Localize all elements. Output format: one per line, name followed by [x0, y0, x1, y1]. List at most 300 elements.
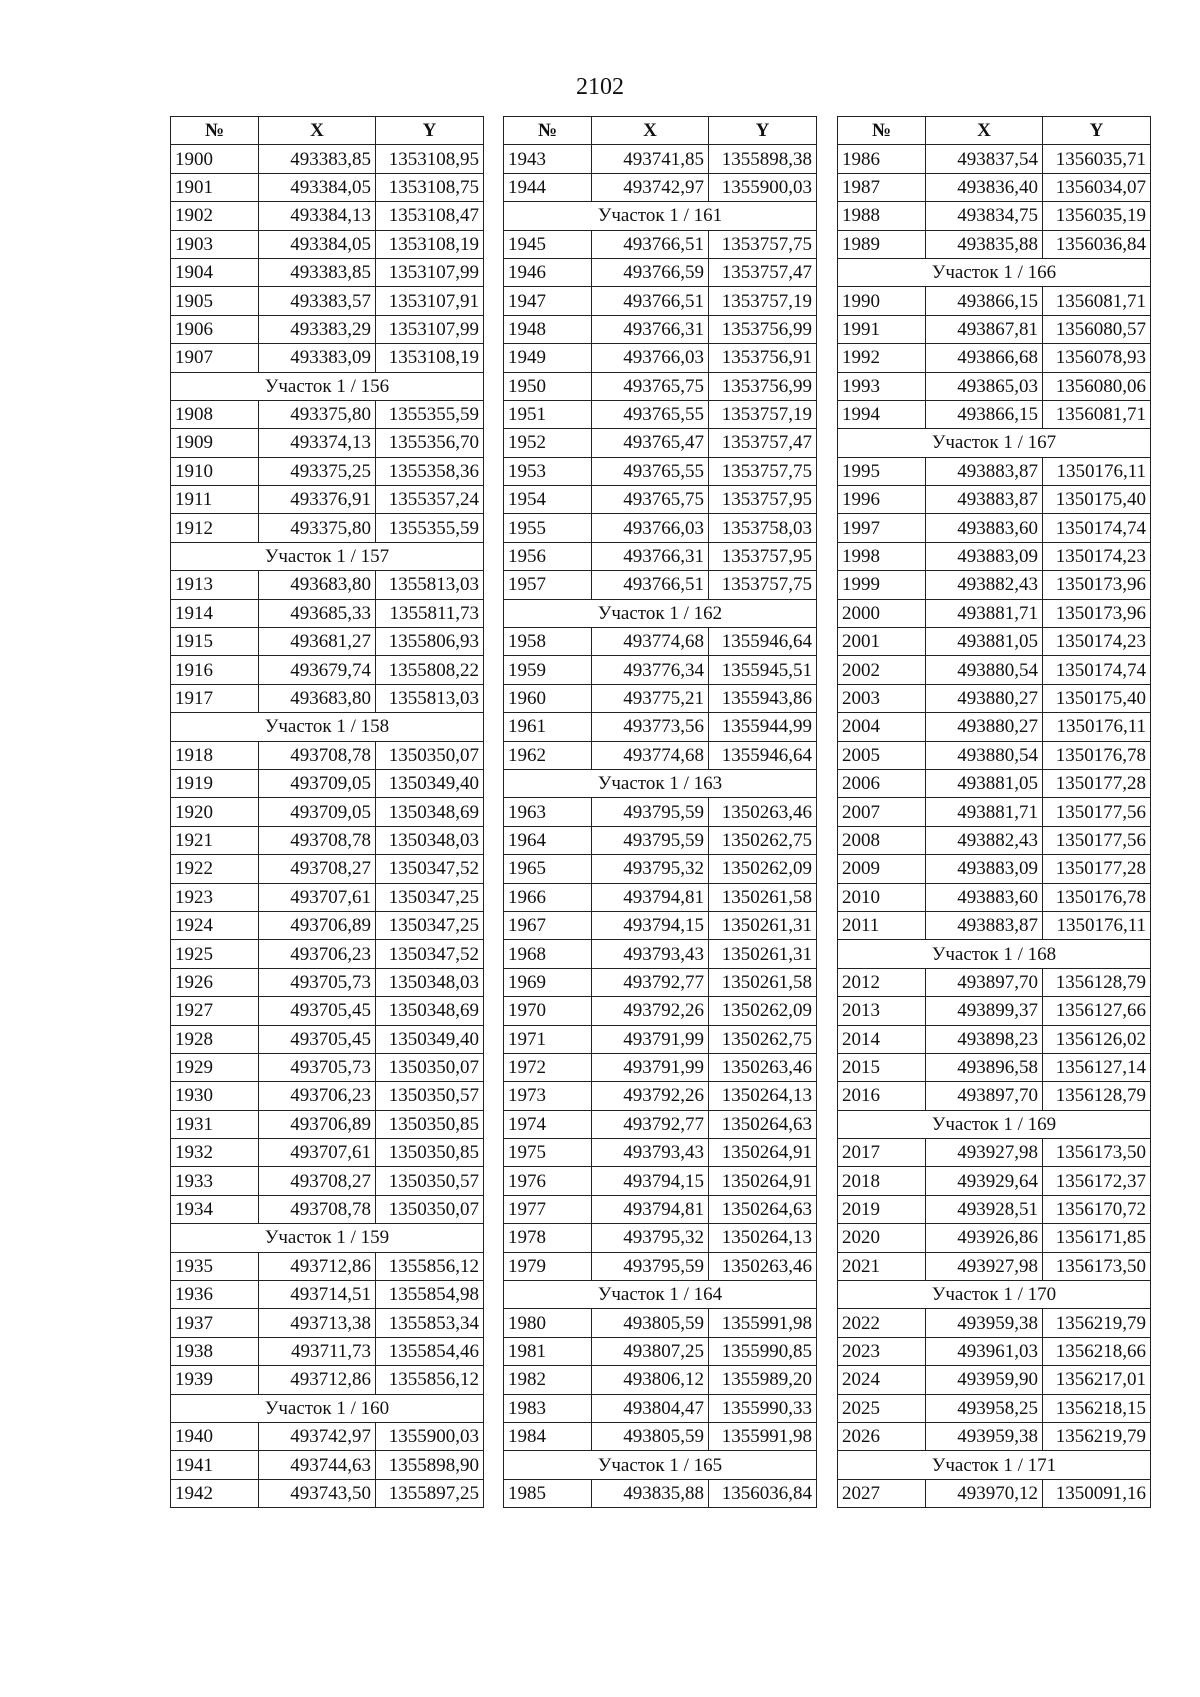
y-coordinate: 1353756,99 — [709, 372, 817, 400]
x-coordinate: 493383,09 — [259, 344, 376, 372]
x-coordinate: 493765,75 — [592, 372, 709, 400]
table-row — [838, 400, 1151, 428]
x-coordinate: 493775,21 — [592, 684, 709, 712]
table-row — [838, 684, 1151, 712]
table-row — [504, 1167, 817, 1195]
section-row — [838, 1451, 1151, 1479]
y-coordinate: 1356217,01 — [1043, 1366, 1151, 1394]
table-row — [171, 1451, 484, 1479]
x-coordinate: 493374,13 — [259, 429, 376, 457]
point-number: 1936 — [171, 1281, 259, 1309]
x-coordinate: 493806,12 — [592, 1366, 709, 1394]
table-row — [171, 1479, 484, 1507]
point-number: 1948 — [504, 315, 592, 343]
table-row — [838, 315, 1151, 343]
y-coordinate: 1353757,47 — [709, 429, 817, 457]
x-coordinate: 493765,75 — [592, 486, 709, 514]
x-coordinate: 493766,31 — [592, 315, 709, 343]
point-number: 2003 — [838, 684, 926, 712]
y-coordinate: 1350174,74 — [1043, 656, 1151, 684]
y-coordinate: 1350174,74 — [1043, 514, 1151, 542]
x-coordinate: 493705,45 — [259, 997, 376, 1025]
x-coordinate: 493807,25 — [592, 1337, 709, 1365]
y-coordinate: 1355900,03 — [709, 173, 817, 201]
header-x: X — [259, 117, 376, 145]
x-coordinate: 493883,09 — [926, 542, 1043, 570]
table-row — [504, 542, 817, 570]
x-coordinate: 493792,77 — [592, 1110, 709, 1138]
point-number: 1984 — [504, 1422, 592, 1450]
point-number: 1985 — [504, 1479, 592, 1507]
x-coordinate: 493897,70 — [926, 1082, 1043, 1110]
point-number: 2027 — [838, 1479, 926, 1507]
table-row — [171, 656, 484, 684]
point-number: 1959 — [504, 656, 592, 684]
x-coordinate: 493927,98 — [926, 1139, 1043, 1167]
y-coordinate: 1356219,79 — [1043, 1422, 1151, 1450]
y-coordinate: 1350176,11 — [1043, 713, 1151, 741]
point-number: 1970 — [504, 997, 592, 1025]
y-coordinate: 1353757,75 — [709, 571, 817, 599]
table-row — [171, 315, 484, 343]
header-y: Y — [709, 117, 817, 145]
x-coordinate: 493926,86 — [926, 1224, 1043, 1252]
x-coordinate: 493929,64 — [926, 1167, 1043, 1195]
table-row — [838, 173, 1151, 201]
x-coordinate: 493883,09 — [926, 855, 1043, 883]
y-coordinate: 1356127,66 — [1043, 997, 1151, 1025]
section-row — [171, 1394, 484, 1422]
y-coordinate: 1356218,66 — [1043, 1337, 1151, 1365]
point-number: 1940 — [171, 1422, 259, 1450]
y-coordinate: 1355989,20 — [709, 1366, 817, 1394]
y-coordinate: 1350176,78 — [1043, 883, 1151, 911]
y-coordinate: 1350264,91 — [709, 1139, 817, 1167]
y-coordinate: 1355991,98 — [709, 1422, 817, 1450]
table-row — [504, 1309, 817, 1337]
table-row — [504, 741, 817, 769]
y-coordinate: 1355806,93 — [376, 628, 484, 656]
x-coordinate: 493766,51 — [592, 571, 709, 599]
x-coordinate: 493794,15 — [592, 1167, 709, 1195]
section-row — [838, 1110, 1151, 1138]
point-number: 1994 — [838, 400, 926, 428]
point-number: 2019 — [838, 1195, 926, 1223]
table-row — [504, 713, 817, 741]
table-row — [171, 940, 484, 968]
point-number: 1908 — [171, 400, 259, 428]
section-row — [171, 1224, 484, 1252]
y-coordinate: 1355854,46 — [376, 1337, 484, 1365]
y-coordinate: 1356036,84 — [709, 1479, 817, 1507]
point-number: 1996 — [838, 486, 926, 514]
table-row — [171, 486, 484, 514]
x-coordinate: 493792,26 — [592, 1082, 709, 1110]
section-label: Участок 1 / 162 — [504, 599, 817, 627]
point-number: 1957 — [504, 571, 592, 599]
y-coordinate: 1350174,23 — [1043, 542, 1151, 570]
x-coordinate: 493795,59 — [592, 798, 709, 826]
table-row — [171, 1167, 484, 1195]
y-coordinate: 1350264,63 — [709, 1110, 817, 1138]
point-number: 2017 — [838, 1139, 926, 1167]
header-x: X — [926, 117, 1043, 145]
point-number: 2005 — [838, 741, 926, 769]
x-coordinate: 493705,73 — [259, 968, 376, 996]
point-number: 1944 — [504, 173, 592, 201]
x-coordinate: 493928,51 — [926, 1195, 1043, 1223]
x-coordinate: 493765,47 — [592, 429, 709, 457]
header-y: Y — [1043, 117, 1151, 145]
table-row — [171, 429, 484, 457]
point-number: 1953 — [504, 457, 592, 485]
point-number: 1901 — [171, 173, 259, 201]
table-row — [504, 911, 817, 939]
x-coordinate: 493881,71 — [926, 599, 1043, 627]
y-coordinate: 1355813,03 — [376, 571, 484, 599]
x-coordinate: 493792,77 — [592, 968, 709, 996]
y-coordinate: 1355854,98 — [376, 1281, 484, 1309]
point-number: 1915 — [171, 628, 259, 656]
y-coordinate: 1350177,28 — [1043, 855, 1151, 883]
y-coordinate: 1355991,98 — [709, 1309, 817, 1337]
x-coordinate: 493880,27 — [926, 713, 1043, 741]
y-coordinate: 1356081,71 — [1043, 400, 1151, 428]
coordinates-table-2 — [503, 116, 817, 1508]
point-number: 1971 — [504, 1025, 592, 1053]
y-coordinate: 1353756,99 — [709, 315, 817, 343]
table-row — [171, 1025, 484, 1053]
point-number: 1963 — [504, 798, 592, 826]
table-row — [838, 968, 1151, 996]
table-row — [171, 400, 484, 428]
point-number: 1987 — [838, 173, 926, 201]
point-number: 1966 — [504, 883, 592, 911]
table-row — [838, 486, 1151, 514]
x-coordinate: 493708,78 — [259, 826, 376, 854]
x-coordinate: 493707,61 — [259, 1139, 376, 1167]
x-coordinate: 493899,37 — [926, 997, 1043, 1025]
point-number: 2015 — [838, 1053, 926, 1081]
x-coordinate: 493384,13 — [259, 202, 376, 230]
y-coordinate: 1355897,25 — [376, 1479, 484, 1507]
table-row — [838, 230, 1151, 258]
point-number: 2022 — [838, 1309, 926, 1337]
table-row — [504, 826, 817, 854]
point-number: 1904 — [171, 258, 259, 286]
point-number: 2010 — [838, 883, 926, 911]
x-coordinate: 493375,80 — [259, 514, 376, 542]
table-row — [838, 798, 1151, 826]
table-row — [171, 1366, 484, 1394]
table-row — [171, 173, 484, 201]
x-coordinate: 493766,51 — [592, 287, 709, 315]
section-label: Участок 1 / 170 — [838, 1281, 1151, 1309]
x-coordinate: 493709,05 — [259, 798, 376, 826]
point-number: 1954 — [504, 486, 592, 514]
table-row — [504, 1422, 817, 1450]
x-coordinate: 493376,91 — [259, 486, 376, 514]
point-number: 1907 — [171, 344, 259, 372]
y-coordinate: 1350350,07 — [376, 1053, 484, 1081]
y-coordinate: 1350173,96 — [1043, 571, 1151, 599]
x-coordinate: 493383,85 — [259, 258, 376, 286]
point-number: 1973 — [504, 1082, 592, 1110]
table-row — [171, 741, 484, 769]
x-coordinate: 493883,87 — [926, 911, 1043, 939]
table-row — [504, 684, 817, 712]
y-coordinate: 1355357,24 — [376, 486, 484, 514]
header-row — [171, 117, 484, 145]
x-coordinate: 493766,03 — [592, 344, 709, 372]
table-row — [171, 202, 484, 230]
y-coordinate: 1355811,73 — [376, 599, 484, 627]
point-number: 1922 — [171, 855, 259, 883]
point-number: 1988 — [838, 202, 926, 230]
table-row — [838, 741, 1151, 769]
table-row — [171, 258, 484, 286]
x-coordinate: 493961,03 — [926, 1337, 1043, 1365]
x-coordinate: 493706,23 — [259, 1082, 376, 1110]
point-number: 2001 — [838, 628, 926, 656]
table-row — [838, 911, 1151, 939]
header-number: № — [504, 117, 592, 145]
point-number: 2013 — [838, 997, 926, 1025]
point-number: 1983 — [504, 1394, 592, 1422]
y-coordinate: 1355808,22 — [376, 656, 484, 684]
point-number: 1986 — [838, 145, 926, 173]
y-coordinate: 1353757,75 — [709, 230, 817, 258]
point-number: 1942 — [171, 1479, 259, 1507]
point-number: 1999 — [838, 571, 926, 599]
y-coordinate: 1355358,36 — [376, 457, 484, 485]
x-coordinate: 493795,32 — [592, 855, 709, 883]
table-row — [171, 1422, 484, 1450]
x-coordinate: 493880,54 — [926, 656, 1043, 684]
point-number: 1924 — [171, 911, 259, 939]
y-coordinate: 1353757,19 — [709, 400, 817, 428]
table-row — [504, 344, 817, 372]
y-coordinate: 1350091,16 — [1043, 1479, 1151, 1507]
table-row — [504, 1366, 817, 1394]
y-coordinate: 1353757,95 — [709, 542, 817, 570]
y-coordinate: 1353107,99 — [376, 258, 484, 286]
table-row — [838, 1309, 1151, 1337]
point-number: 1925 — [171, 940, 259, 968]
point-number: 1923 — [171, 883, 259, 911]
point-number: 1979 — [504, 1252, 592, 1280]
point-number: 1949 — [504, 344, 592, 372]
table-row — [504, 372, 817, 400]
x-coordinate: 493881,05 — [926, 769, 1043, 797]
y-coordinate: 1353757,95 — [709, 486, 817, 514]
x-coordinate: 493970,12 — [926, 1479, 1043, 1507]
point-number: 1950 — [504, 372, 592, 400]
table-row — [504, 571, 817, 599]
table-row — [504, 1053, 817, 1081]
x-coordinate: 493805,59 — [592, 1309, 709, 1337]
y-coordinate: 1350347,25 — [376, 883, 484, 911]
x-coordinate: 493708,27 — [259, 1167, 376, 1195]
y-coordinate: 1350177,28 — [1043, 769, 1151, 797]
point-number: 2011 — [838, 911, 926, 939]
x-coordinate: 493883,87 — [926, 486, 1043, 514]
point-number: 1956 — [504, 542, 592, 570]
y-coordinate: 1356173,50 — [1043, 1252, 1151, 1280]
x-coordinate: 493866,15 — [926, 287, 1043, 315]
point-number: 1913 — [171, 571, 259, 599]
table-row — [504, 486, 817, 514]
y-coordinate: 1350174,23 — [1043, 628, 1151, 656]
section-row — [838, 429, 1151, 457]
section-label: Участок 1 / 158 — [171, 713, 484, 741]
x-coordinate: 493880,27 — [926, 684, 1043, 712]
y-coordinate: 1350350,57 — [376, 1082, 484, 1110]
x-coordinate: 493683,80 — [259, 571, 376, 599]
section-label: Участок 1 / 167 — [838, 429, 1151, 457]
point-number: 2008 — [838, 826, 926, 854]
point-number: 1902 — [171, 202, 259, 230]
point-number: 1912 — [171, 514, 259, 542]
table-row — [838, 145, 1151, 173]
table-row — [838, 1224, 1151, 1252]
table-row — [838, 1366, 1151, 1394]
point-number: 2025 — [838, 1394, 926, 1422]
x-coordinate: 493835,88 — [926, 230, 1043, 258]
x-coordinate: 493683,80 — [259, 684, 376, 712]
table-row — [504, 514, 817, 542]
y-coordinate: 1350347,52 — [376, 855, 484, 883]
point-number: 1929 — [171, 1053, 259, 1081]
x-coordinate: 493383,29 — [259, 315, 376, 343]
point-number: 1981 — [504, 1337, 592, 1365]
point-number: 1975 — [504, 1139, 592, 1167]
point-number: 1955 — [504, 514, 592, 542]
table-row — [171, 968, 484, 996]
y-coordinate: 1353758,03 — [709, 514, 817, 542]
section-row — [838, 1281, 1151, 1309]
point-number: 1905 — [171, 287, 259, 315]
table-row — [504, 968, 817, 996]
point-number: 1933 — [171, 1167, 259, 1195]
section-label: Участок 1 / 159 — [171, 1224, 484, 1252]
page-number: 2102 — [576, 74, 624, 100]
x-coordinate: 493883,60 — [926, 514, 1043, 542]
x-coordinate: 493882,43 — [926, 571, 1043, 599]
y-coordinate: 1350350,07 — [376, 741, 484, 769]
x-coordinate: 493685,33 — [259, 599, 376, 627]
table-row — [838, 855, 1151, 883]
x-coordinate: 493705,73 — [259, 1053, 376, 1081]
table-row — [504, 1195, 817, 1223]
point-number: 2000 — [838, 599, 926, 627]
point-number: 2012 — [838, 968, 926, 996]
point-number: 2020 — [838, 1224, 926, 1252]
x-coordinate: 493794,81 — [592, 883, 709, 911]
x-coordinate: 493707,61 — [259, 883, 376, 911]
y-coordinate: 1355853,34 — [376, 1309, 484, 1337]
point-number: 1978 — [504, 1224, 592, 1252]
x-coordinate: 493837,54 — [926, 145, 1043, 173]
y-coordinate: 1350175,40 — [1043, 486, 1151, 514]
table-row — [504, 457, 817, 485]
x-coordinate: 493791,99 — [592, 1025, 709, 1053]
x-coordinate: 493880,54 — [926, 741, 1043, 769]
x-coordinate: 493881,05 — [926, 628, 1043, 656]
point-number: 1961 — [504, 713, 592, 741]
x-coordinate: 493897,70 — [926, 968, 1043, 996]
point-number: 2007 — [838, 798, 926, 826]
section-label: Участок 1 / 166 — [838, 258, 1151, 286]
point-number: 1916 — [171, 656, 259, 684]
y-coordinate: 1356170,72 — [1043, 1195, 1151, 1223]
x-coordinate: 493708,27 — [259, 855, 376, 883]
point-number: 1910 — [171, 457, 259, 485]
y-coordinate: 1353757,47 — [709, 258, 817, 286]
x-coordinate: 493384,05 — [259, 230, 376, 258]
point-number: 1993 — [838, 372, 926, 400]
table-row — [171, 514, 484, 542]
y-coordinate: 1355990,33 — [709, 1394, 817, 1422]
header-row — [838, 117, 1151, 145]
y-coordinate: 1350264,13 — [709, 1224, 817, 1252]
table-row — [838, 1479, 1151, 1507]
x-coordinate: 493383,57 — [259, 287, 376, 315]
table-row — [171, 1110, 484, 1138]
table-row — [171, 769, 484, 797]
point-number: 1982 — [504, 1366, 592, 1394]
table-row — [504, 997, 817, 1025]
section-label: Участок 1 / 160 — [171, 1394, 484, 1422]
x-coordinate: 493766,51 — [592, 230, 709, 258]
table-row — [838, 457, 1151, 485]
y-coordinate: 1356081,71 — [1043, 287, 1151, 315]
y-coordinate: 1350348,03 — [376, 826, 484, 854]
point-number: 1976 — [504, 1167, 592, 1195]
coordinates-table-3 — [837, 116, 1151, 1508]
y-coordinate: 1350261,31 — [709, 911, 817, 939]
y-coordinate: 1356036,84 — [1043, 230, 1151, 258]
y-coordinate: 1355944,99 — [709, 713, 817, 741]
point-number: 1926 — [171, 968, 259, 996]
table-row — [838, 571, 1151, 599]
table-row — [171, 628, 484, 656]
y-coordinate: 1353108,95 — [376, 145, 484, 173]
x-coordinate: 493898,23 — [926, 1025, 1043, 1053]
point-number: 1934 — [171, 1195, 259, 1223]
x-coordinate: 493712,86 — [259, 1252, 376, 1280]
section-label: Участок 1 / 168 — [838, 940, 1151, 968]
x-coordinate: 493741,85 — [592, 145, 709, 173]
y-coordinate: 1350264,13 — [709, 1082, 817, 1110]
x-coordinate: 493766,03 — [592, 514, 709, 542]
point-number: 1903 — [171, 230, 259, 258]
point-number: 1998 — [838, 542, 926, 570]
section-row — [504, 202, 817, 230]
y-coordinate: 1355355,59 — [376, 400, 484, 428]
y-coordinate: 1350350,85 — [376, 1139, 484, 1167]
point-number: 1939 — [171, 1366, 259, 1394]
point-number: 1977 — [504, 1195, 592, 1223]
point-number: 1931 — [171, 1110, 259, 1138]
table-row — [838, 1252, 1151, 1280]
header-number: № — [838, 117, 926, 145]
y-coordinate: 1350348,69 — [376, 798, 484, 826]
y-coordinate: 1356171,85 — [1043, 1224, 1151, 1252]
table-row — [171, 230, 484, 258]
x-coordinate: 493708,78 — [259, 1195, 376, 1223]
x-coordinate: 493794,15 — [592, 911, 709, 939]
